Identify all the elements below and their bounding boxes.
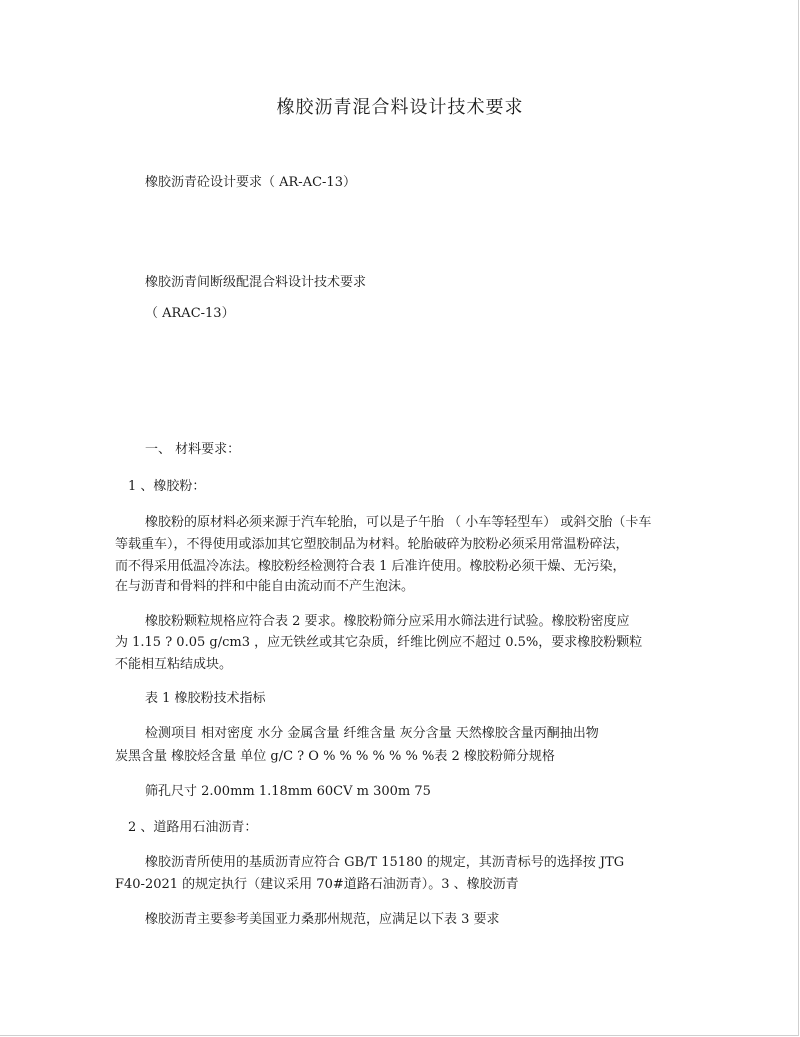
item-heading-rubber-powder: 1 、橡胶粉： — [128, 479, 206, 494]
paragraph-line: 不能相互粘结成块。 — [115, 657, 233, 672]
paragraph-line: 橡胶粉颗粒规格应符合表 2 要求。橡胶粉筛分应采用水筛法进行试验。橡胶粉密度应 — [145, 614, 630, 629]
subtitle-arac-13-line1: 橡胶沥青间断级配混合料设计技术要求 — [145, 275, 367, 290]
sieve-size-line: 筛孔尺寸 2.00mm 1.18mm 60CV m 300m 75 — [145, 784, 431, 799]
paragraph-line: 而不得采用低温冷冻法。橡胶粉经检测符合表 1 后准许使用。橡胶粉必须干燥、无污染， — [115, 559, 626, 574]
paragraph-line: 橡胶沥青所使用的基质沥青应符合 GB/T 15180 的规定，其沥青标号的选择按 JTG — [145, 855, 625, 870]
paragraph-line: 橡胶粉的原材料必须来源于汽车轮胎，可以是子午胎 （ 小车等轻型车） 或斜交胎（卡车 — [145, 515, 652, 530]
document-title: 橡胶沥青混合料设计技术要求 — [276, 97, 524, 118]
table-line: 炭黑含量 橡胶烃含量 单位 g/C ? O % % % % % % %表 2 橡胶粉筛分规格 — [115, 749, 555, 764]
subtitle-arac-13-line2: （ ARAC-13） — [145, 306, 235, 321]
paragraph-line: 在与沥青和骨料的拌和中能自由流动而不产生泡沫。 — [115, 579, 415, 594]
subtitle-ar-ac-13: 橡胶沥青砼设计要求（ AR-AC-13） — [145, 175, 356, 190]
table-1-caption: 表 1 橡胶粉技术指标 — [145, 691, 266, 706]
paragraph-line: 为 1.15 ? 0.05 g/cm3 ，应无铁丝或其它杂质，纤维比例应不超过 0.5%，要求橡胶粉颗粒 — [115, 635, 643, 650]
paragraph-line: F40-2021 的规定执行（建议采用 70#道路石油沥青）。3 、橡胶沥青 — [115, 877, 519, 892]
section-heading-materials: 一、 材料要求： — [145, 442, 241, 457]
paragraph-rubber-asphalt-spec: 橡胶沥青主要参考美国亚力桑那州规范，应满足以下表 3 要求 — [145, 912, 500, 927]
table-line: 检测项目 相对密度 水分 金属含量 纤维含量 灰分含量 天然橡胶含量丙酮抽出物 — [145, 726, 599, 741]
paragraph-line: 等载重车），不得使用或添加其它塑胶制品为材料。轮胎破碎为胶粉必须采用常温粉碎法， — [115, 537, 629, 552]
item-heading-petroleum-asphalt: 2 、道路用石油沥青： — [128, 820, 258, 835]
